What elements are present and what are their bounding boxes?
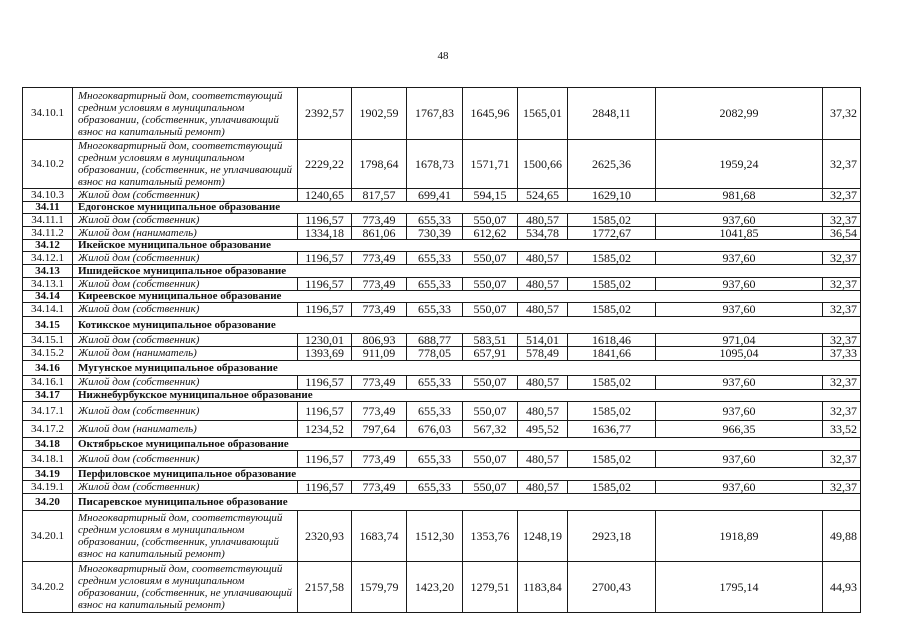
row-description: Многоквартирный дом, соответствующий средним условиям в муниципальном образовании, (собственник, уплачивающий взнос на капитальный ремонт) (73, 511, 298, 562)
value-cell-5: 1183,84 (518, 562, 568, 613)
row-code: 34.12.1 (23, 252, 73, 265)
value-cell-4: 1571,71 (463, 140, 518, 189)
value-cell-6: 1585,02 (568, 278, 656, 291)
row-description: Жилой дом (наниматель) (73, 421, 298, 438)
value-cell-5: 480,57 (518, 252, 568, 265)
value-cell-7: 937,60 (656, 278, 823, 291)
table-row (23, 278, 861, 291)
value-cell-2: 773,49 (352, 402, 407, 421)
section-title: Мугунское муниципальное образование (73, 361, 861, 376)
value-cell-1: 1196,57 (298, 278, 352, 291)
row-code: 34.17.2 (23, 421, 73, 438)
value-cell-4: 550,07 (463, 402, 518, 421)
value-cell-7: 937,60 (656, 451, 823, 468)
value-cell-7: 1795,14 (656, 562, 823, 613)
row-description: Жилой дом (собственник) (73, 402, 298, 421)
value-cell-4: 612,62 (463, 227, 518, 240)
value-cell-6: 1772,67 (568, 227, 656, 240)
value-cell-6: 1585,02 (568, 402, 656, 421)
value-cell-5: 480,57 (518, 278, 568, 291)
table-row (23, 421, 861, 438)
value-cell-8: 33,52 (823, 421, 861, 438)
value-cell-5: 578,49 (518, 347, 568, 361)
section-code: 34.17 (23, 390, 73, 402)
value-cell-2: 773,49 (352, 214, 407, 227)
row-description: Многоквартирный дом, соответствующий средним условиям в муниципальном образовании, (собственник, не уплачивающий взнос на капитальный ремонт) (73, 140, 298, 189)
row-code: 34.10.1 (23, 88, 73, 140)
value-cell-1: 2157,58 (298, 562, 352, 613)
value-cell-2: 773,49 (352, 303, 407, 317)
value-cell-2: 817,57 (352, 189, 407, 202)
row-code: 34.20.2 (23, 562, 73, 613)
value-cell-6: 1585,02 (568, 451, 656, 468)
value-cell-5: 524,65 (518, 189, 568, 202)
row-description: Жилой дом (собственник) (73, 303, 298, 317)
value-cell-2: 1579,79 (352, 562, 407, 613)
value-cell-1: 1196,57 (298, 481, 352, 494)
section-code: 34.11 (23, 202, 73, 214)
row-description: Жилой дом (наниматель) (73, 227, 298, 240)
row-code: 34.13.1 (23, 278, 73, 291)
value-cell-6: 1618,46 (568, 334, 656, 347)
value-cell-6: 2848,11 (568, 88, 656, 140)
value-cell-7: 1959,24 (656, 140, 823, 189)
value-cell-1: 1196,57 (298, 451, 352, 468)
value-cell-8: 32,37 (823, 376, 861, 390)
value-cell-7: 937,60 (656, 402, 823, 421)
value-cell-5: 495,52 (518, 421, 568, 438)
value-cell-3: 655,33 (407, 252, 463, 265)
section-row (23, 468, 861, 481)
value-cell-6: 1585,02 (568, 376, 656, 390)
value-cell-1: 1230,01 (298, 334, 352, 347)
section-row (23, 265, 861, 278)
value-cell-8: 32,37 (823, 481, 861, 494)
row-code: 34.11.1 (23, 214, 73, 227)
value-cell-7: 1918,89 (656, 511, 823, 562)
value-cell-3: 1512,30 (407, 511, 463, 562)
row-description: Жилой дом (собственник) (73, 278, 298, 291)
section-code: 34.12 (23, 240, 73, 252)
value-cell-3: 655,33 (407, 376, 463, 390)
value-cell-2: 797,64 (352, 421, 407, 438)
value-cell-1: 1393,69 (298, 347, 352, 361)
value-cell-4: 1279,51 (463, 562, 518, 613)
section-code: 34.20 (23, 494, 73, 511)
value-cell-1: 1196,57 (298, 376, 352, 390)
value-cell-4: 657,91 (463, 347, 518, 361)
value-cell-7: 1095,04 (656, 347, 823, 361)
row-description: Жилой дом (собственник) (73, 451, 298, 468)
section-row (23, 202, 861, 214)
value-cell-7: 1041,85 (656, 227, 823, 240)
value-cell-2: 1902,59 (352, 88, 407, 140)
value-cell-5: 480,57 (518, 303, 568, 317)
value-cell-7: 937,60 (656, 376, 823, 390)
value-cell-1: 1240,65 (298, 189, 352, 202)
section-code: 34.18 (23, 438, 73, 451)
table-row (23, 252, 861, 265)
table-row (23, 347, 861, 361)
value-cell-8: 32,37 (823, 402, 861, 421)
section-title: Перфиловское муниципальное образование (73, 468, 861, 481)
section-title: Писаревское муниципальное образование (73, 494, 861, 511)
value-cell-4: 1353,76 (463, 511, 518, 562)
value-cell-3: 730,39 (407, 227, 463, 240)
value-cell-3: 778,05 (407, 347, 463, 361)
value-cell-7: 937,60 (656, 481, 823, 494)
value-cell-5: 480,57 (518, 376, 568, 390)
section-title: Едогонское муниципальное образование (73, 202, 861, 214)
value-cell-8: 32,37 (823, 451, 861, 468)
row-code: 34.15.1 (23, 334, 73, 347)
row-code: 34.15.2 (23, 347, 73, 361)
value-cell-3: 699,41 (407, 189, 463, 202)
value-cell-5: 480,57 (518, 402, 568, 421)
section-title: Октябрьское муниципальное образование (73, 438, 861, 451)
value-cell-1: 2320,93 (298, 511, 352, 562)
section-title: Ишидейское муниципальное образование (73, 265, 861, 278)
value-cell-1: 1234,52 (298, 421, 352, 438)
value-cell-2: 773,49 (352, 252, 407, 265)
value-cell-7: 981,68 (656, 189, 823, 202)
value-cell-2: 1798,64 (352, 140, 407, 189)
value-cell-6: 1841,66 (568, 347, 656, 361)
value-cell-3: 655,33 (407, 278, 463, 291)
row-description: Многоквартирный дом, соответствующий средним условиям в муниципальном образовании, (собственник, уплачивающий взнос на капитальный ремонт) (73, 88, 298, 140)
value-cell-3: 655,33 (407, 303, 463, 317)
table-row (23, 376, 861, 390)
value-cell-6: 2923,18 (568, 511, 656, 562)
value-cell-1: 1196,57 (298, 303, 352, 317)
value-cell-3: 688,77 (407, 334, 463, 347)
value-cell-6: 1585,02 (568, 481, 656, 494)
table-row (23, 88, 861, 140)
table-row (23, 481, 861, 494)
value-cell-4: 550,07 (463, 376, 518, 390)
table-row (23, 227, 861, 240)
value-cell-2: 911,09 (352, 347, 407, 361)
table-row (23, 562, 861, 613)
value-cell-6: 1585,02 (568, 214, 656, 227)
value-cell-4: 550,07 (463, 278, 518, 291)
section-title: Икейское муниципальное образование (73, 240, 861, 252)
value-cell-4: 583,51 (463, 334, 518, 347)
row-code: 34.10.2 (23, 140, 73, 189)
value-cell-5: 1248,19 (518, 511, 568, 562)
value-cell-2: 806,93 (352, 334, 407, 347)
value-cell-3: 676,03 (407, 421, 463, 438)
value-cell-4: 550,07 (463, 214, 518, 227)
value-cell-1: 1196,57 (298, 214, 352, 227)
value-cell-7: 937,60 (656, 303, 823, 317)
section-code: 34.14 (23, 291, 73, 303)
row-description: Жилой дом (собственник) (73, 376, 298, 390)
row-code: 34.19.1 (23, 481, 73, 494)
value-cell-3: 655,33 (407, 214, 463, 227)
row-code: 34.20.1 (23, 511, 73, 562)
value-cell-6: 1585,02 (568, 252, 656, 265)
value-cell-5: 480,57 (518, 451, 568, 468)
value-cell-2: 773,49 (352, 451, 407, 468)
section-title: Нижнебурбукское муниципальное образование (73, 390, 861, 402)
row-description: Жилой дом (собственник) (73, 481, 298, 494)
value-cell-8: 32,37 (823, 214, 861, 227)
value-cell-1: 1334,18 (298, 227, 352, 240)
tariff-table (22, 87, 861, 613)
value-cell-8: 32,37 (823, 189, 861, 202)
section-row (23, 291, 861, 303)
value-cell-4: 550,07 (463, 252, 518, 265)
value-cell-8: 36,54 (823, 227, 861, 240)
row-description: Жилой дом (собственник) (73, 334, 298, 347)
section-code: 34.19 (23, 468, 73, 481)
section-code: 34.16 (23, 361, 73, 376)
value-cell-8: 44,93 (823, 562, 861, 613)
value-cell-4: 550,07 (463, 451, 518, 468)
table-row (23, 140, 861, 189)
value-cell-8: 32,37 (823, 334, 861, 347)
value-cell-1: 1196,57 (298, 402, 352, 421)
value-cell-5: 534,78 (518, 227, 568, 240)
value-cell-4: 1645,96 (463, 88, 518, 140)
section-row (23, 240, 861, 252)
row-code: 34.10.3 (23, 189, 73, 202)
row-code: 34.18.1 (23, 451, 73, 468)
section-row (23, 438, 861, 451)
value-cell-4: 550,07 (463, 481, 518, 494)
value-cell-8: 37,32 (823, 88, 861, 140)
row-code: 34.14.1 (23, 303, 73, 317)
value-cell-6: 1636,77 (568, 421, 656, 438)
value-cell-4: 550,07 (463, 303, 518, 317)
value-cell-5: 514,01 (518, 334, 568, 347)
row-description: Жилой дом (собственник) (73, 189, 298, 202)
row-description: Жилой дом (наниматель) (73, 347, 298, 361)
value-cell-6: 1629,10 (568, 189, 656, 202)
value-cell-8: 37,33 (823, 347, 861, 361)
value-cell-5: 480,57 (518, 481, 568, 494)
value-cell-1: 2229,22 (298, 140, 352, 189)
value-cell-1: 2392,57 (298, 88, 352, 140)
value-cell-8: 32,37 (823, 278, 861, 291)
section-row (23, 361, 861, 376)
value-cell-8: 49,88 (823, 511, 861, 562)
page-number: 48 (437, 50, 449, 62)
value-cell-3: 655,33 (407, 451, 463, 468)
value-cell-3: 655,33 (407, 402, 463, 421)
row-description: Жилой дом (собственник) (73, 214, 298, 227)
value-cell-7: 2082,99 (656, 88, 823, 140)
value-cell-4: 567,32 (463, 421, 518, 438)
value-cell-6: 2625,36 (568, 140, 656, 189)
table-row (23, 189, 861, 202)
table-row (23, 451, 861, 468)
row-code: 34.17.1 (23, 402, 73, 421)
section-row (23, 494, 861, 511)
table-row (23, 511, 861, 562)
value-cell-2: 773,49 (352, 278, 407, 291)
value-cell-2: 773,49 (352, 481, 407, 494)
value-cell-7: 937,60 (656, 252, 823, 265)
value-cell-8: 32,37 (823, 140, 861, 189)
value-cell-6: 1585,02 (568, 303, 656, 317)
value-cell-8: 32,37 (823, 252, 861, 265)
value-cell-2: 1683,74 (352, 511, 407, 562)
row-description: Жилой дом (собственник) (73, 252, 298, 265)
table-row (23, 303, 861, 317)
row-code: 34.16.1 (23, 376, 73, 390)
value-cell-6: 2700,43 (568, 562, 656, 613)
value-cell-4: 594,15 (463, 189, 518, 202)
value-cell-2: 773,49 (352, 376, 407, 390)
value-cell-3: 655,33 (407, 481, 463, 494)
section-title: Котикское муниципальное образование (73, 317, 861, 334)
value-cell-7: 966,35 (656, 421, 823, 438)
value-cell-7: 937,60 (656, 214, 823, 227)
table-row (23, 402, 861, 421)
row-code: 34.11.2 (23, 227, 73, 240)
value-cell-2: 861,06 (352, 227, 407, 240)
value-cell-3: 1423,20 (407, 562, 463, 613)
value-cell-3: 1678,73 (407, 140, 463, 189)
section-row (23, 390, 861, 402)
value-cell-5: 1565,01 (518, 88, 568, 140)
section-code: 34.13 (23, 265, 73, 278)
value-cell-5: 480,57 (518, 214, 568, 227)
value-cell-3: 1767,83 (407, 88, 463, 140)
table-row (23, 214, 861, 227)
section-title: Киреевское муниципальное образование (73, 291, 861, 303)
value-cell-7: 971,04 (656, 334, 823, 347)
table-row (23, 334, 861, 347)
section-row (23, 317, 861, 334)
value-cell-8: 32,37 (823, 303, 861, 317)
section-code: 34.15 (23, 317, 73, 334)
row-description: Многоквартирный дом, соответствующий средним условиям в муниципальном образовании, (собственник, не уплачивающий взнос на капитальный ремонт) (73, 562, 298, 613)
value-cell-1: 1196,57 (298, 252, 352, 265)
value-cell-5: 1500,66 (518, 140, 568, 189)
